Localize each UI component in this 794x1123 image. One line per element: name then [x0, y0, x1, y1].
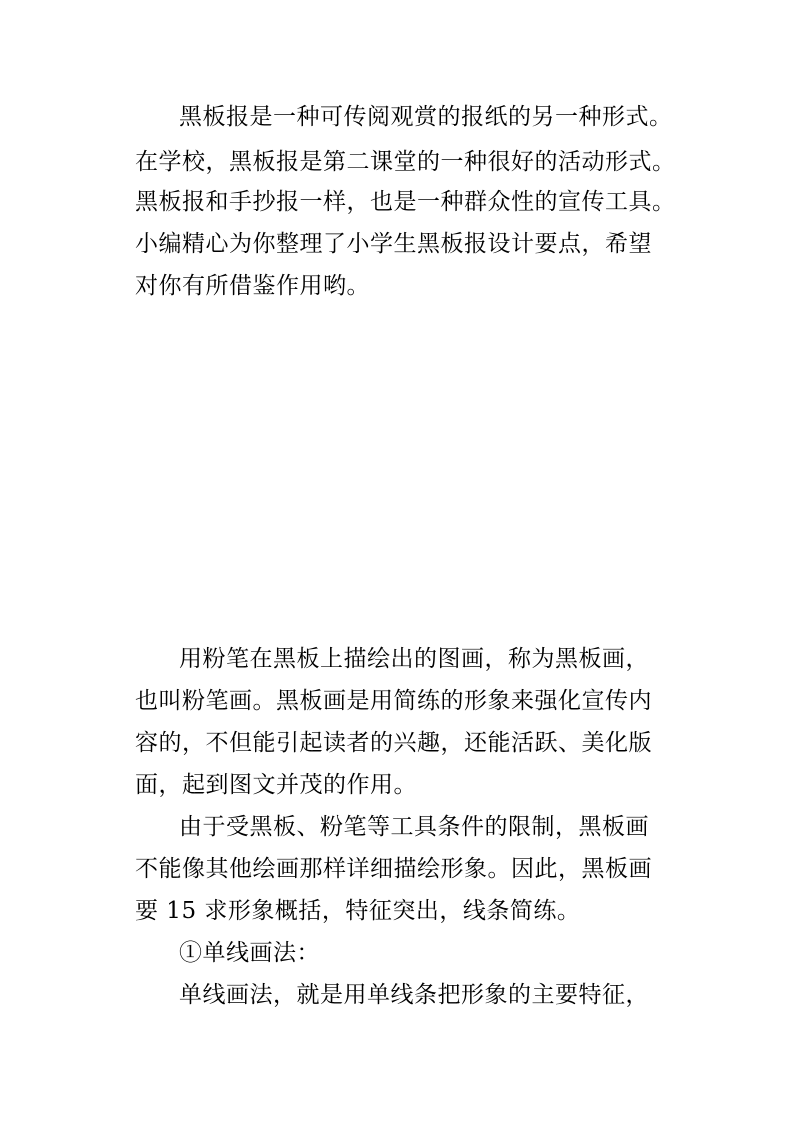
text-line: 也叫粉笔画。黑板画是用简练的形象来强化宣传内 — [135, 688, 652, 714]
text-line: 在学校，黑板报是第二课堂的一种很好的活动形式。 — [135, 149, 676, 175]
text-line: 由于受黑板、粉笔等工具条件的限制，黑板画 — [179, 814, 649, 840]
text-line: 容的，不但能引起读者的兴趣，还能活跃、美化版 — [135, 730, 652, 756]
text-line: 不能像其他绘画那样详细描绘形象。因此，黑板画 — [135, 856, 652, 882]
text-line: 单线画法，就是用单线条把形象的主要特征， — [179, 982, 649, 1008]
text-line: 要 15 求形象概括，特征突出，线条简练。 — [135, 898, 581, 924]
text-line: 小编精心为你整理了小学生黑板报设计要点，希望 — [135, 231, 652, 257]
text-line: 黑板报和手抄报一样，也是一种群众性的宣传工具。 — [135, 189, 676, 215]
subheading-single-line-method: ①单线画法： — [179, 940, 320, 966]
text-line: 黑板报是一种可传阅观赏的报纸的另一种形式。 — [179, 104, 673, 130]
text-line: 用粉笔在黑板上描绘出的图画，称为黑板画， — [179, 646, 649, 672]
text-line: 面，起到图文并茂的作用。 — [135, 772, 417, 798]
text-line: 对你有所借鉴作用哟。 — [135, 273, 370, 299]
